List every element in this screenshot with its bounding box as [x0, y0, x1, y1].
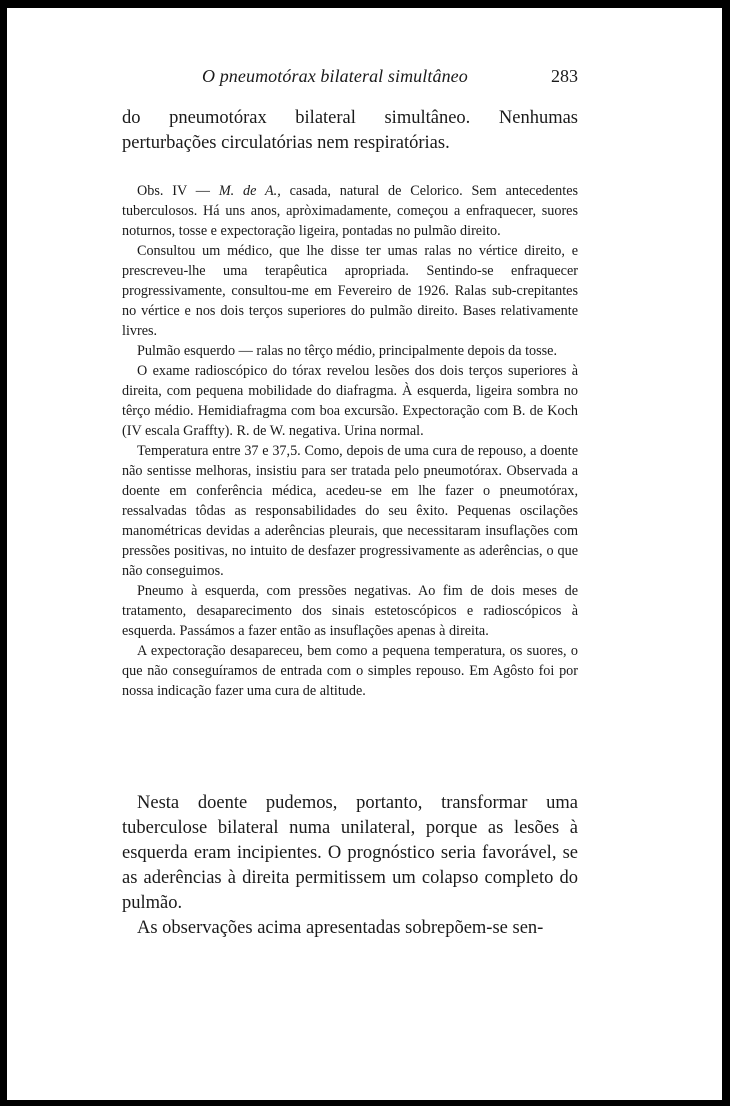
observation-paragraph-3: Pulmão esquerdo — ralas no têrço médio, principalmente depois da tosse.: [137, 343, 557, 359]
running-title: O pneumotórax bilateral simultâneo: [202, 66, 468, 86]
observation-intro-text: casada, natural de Celorico. Sem antecedentes tuberculosos. Há uns anos, apròximadamente, começou a enfraquecer, suores noturnos, tosse e expectoração ligeira, pontadas no pulmão direito.: [122, 183, 579, 239]
book-page: [7, 8, 722, 1100]
conclusion-paragraph-2: As observações acima apresentadas sobrepõem-se sen-: [137, 918, 544, 938]
observation-paragraph-5: Temperatura entre 37 e 37,5. Como, depois de uma cura de repouso, a doente não sentisse melhoras, insistiu para ser tratada pelo pneumotórax. Observada a doente em conferência médica, acedeu-se em lhe fazer o pneumotórax, ressalvadas tôdas as responsabilidades do seu êxito. Pequenas oscilações manométricas devidas a aderências pleurais, que necessitaram insuflações com pressões positivas, no intuito de desfazer progressivamente as aderências, o que não conseguimos.: [122, 443, 578, 579]
observation-paragraph-2: Consultou um médico, que lhe disse ter umas ralas no vértice direito, e prescreveu-lhe uma terapêutica apropriada. Sentindo-se enfraquecer progressivamente, consultou-me em Fevereiro de 1926. Ralas sub-crepitantes no vértice e nos dois terços superiores do pulmão direito. Bases relativamente livres.: [122, 243, 578, 339]
conclusion-paragraph-1: Nesta doente pudemos, portanto, transformar uma tuberculose bilateral numa unilateral, porque as lesões à esquerda eram incipientes. O prognóstico seria favorável, se as aderências à direita permitissem um colapso completo do pulmão.: [122, 793, 578, 913]
observation-paragraph-4: O exame radioscópico do tórax revelou lesões dos dois terços superiores à direita, com pequena mobilidade do diafragma. À esquerda, ligeira sombra no têrço médio. Hemidiafragma com boa excursão. Expectoração com B. de Koch (IV escala Graffty). R. de W. negativa. Urina normal.: [122, 363, 578, 439]
observation-paragraph-6: Pneumo à esquerda, com pressões negativas. Ao fim de dois meses de tratamento, desaparecimento dos sinais estetoscópicos e radioscópicos à esquerda. Passámos a fazer então as insuflações apenas à direita.: [122, 583, 578, 639]
patient-initials: M. de A.,: [218, 183, 281, 199]
conclusion-block: [122, 791, 578, 941]
observation-block: [122, 181, 578, 701]
observation-paragraph-1: [122, 181, 578, 241]
page-header: [122, 66, 578, 90]
observation-paragraph-7: A expectoração desapareceu, bem como a pequena temperatura, os suores, o que não conseguíramos de entrada com o simples repouso. Em Agôsto foi por nossa indicação fazer uma cura de altitude.: [122, 643, 578, 699]
lead-paragraph: do pneumotórax bilateral simultâneo. Nenhumas perturbações circulatórias nem respiratórias.: [122, 108, 578, 153]
observation-label: Obs. IV —: [137, 183, 210, 199]
page-number: 283: [551, 66, 578, 86]
